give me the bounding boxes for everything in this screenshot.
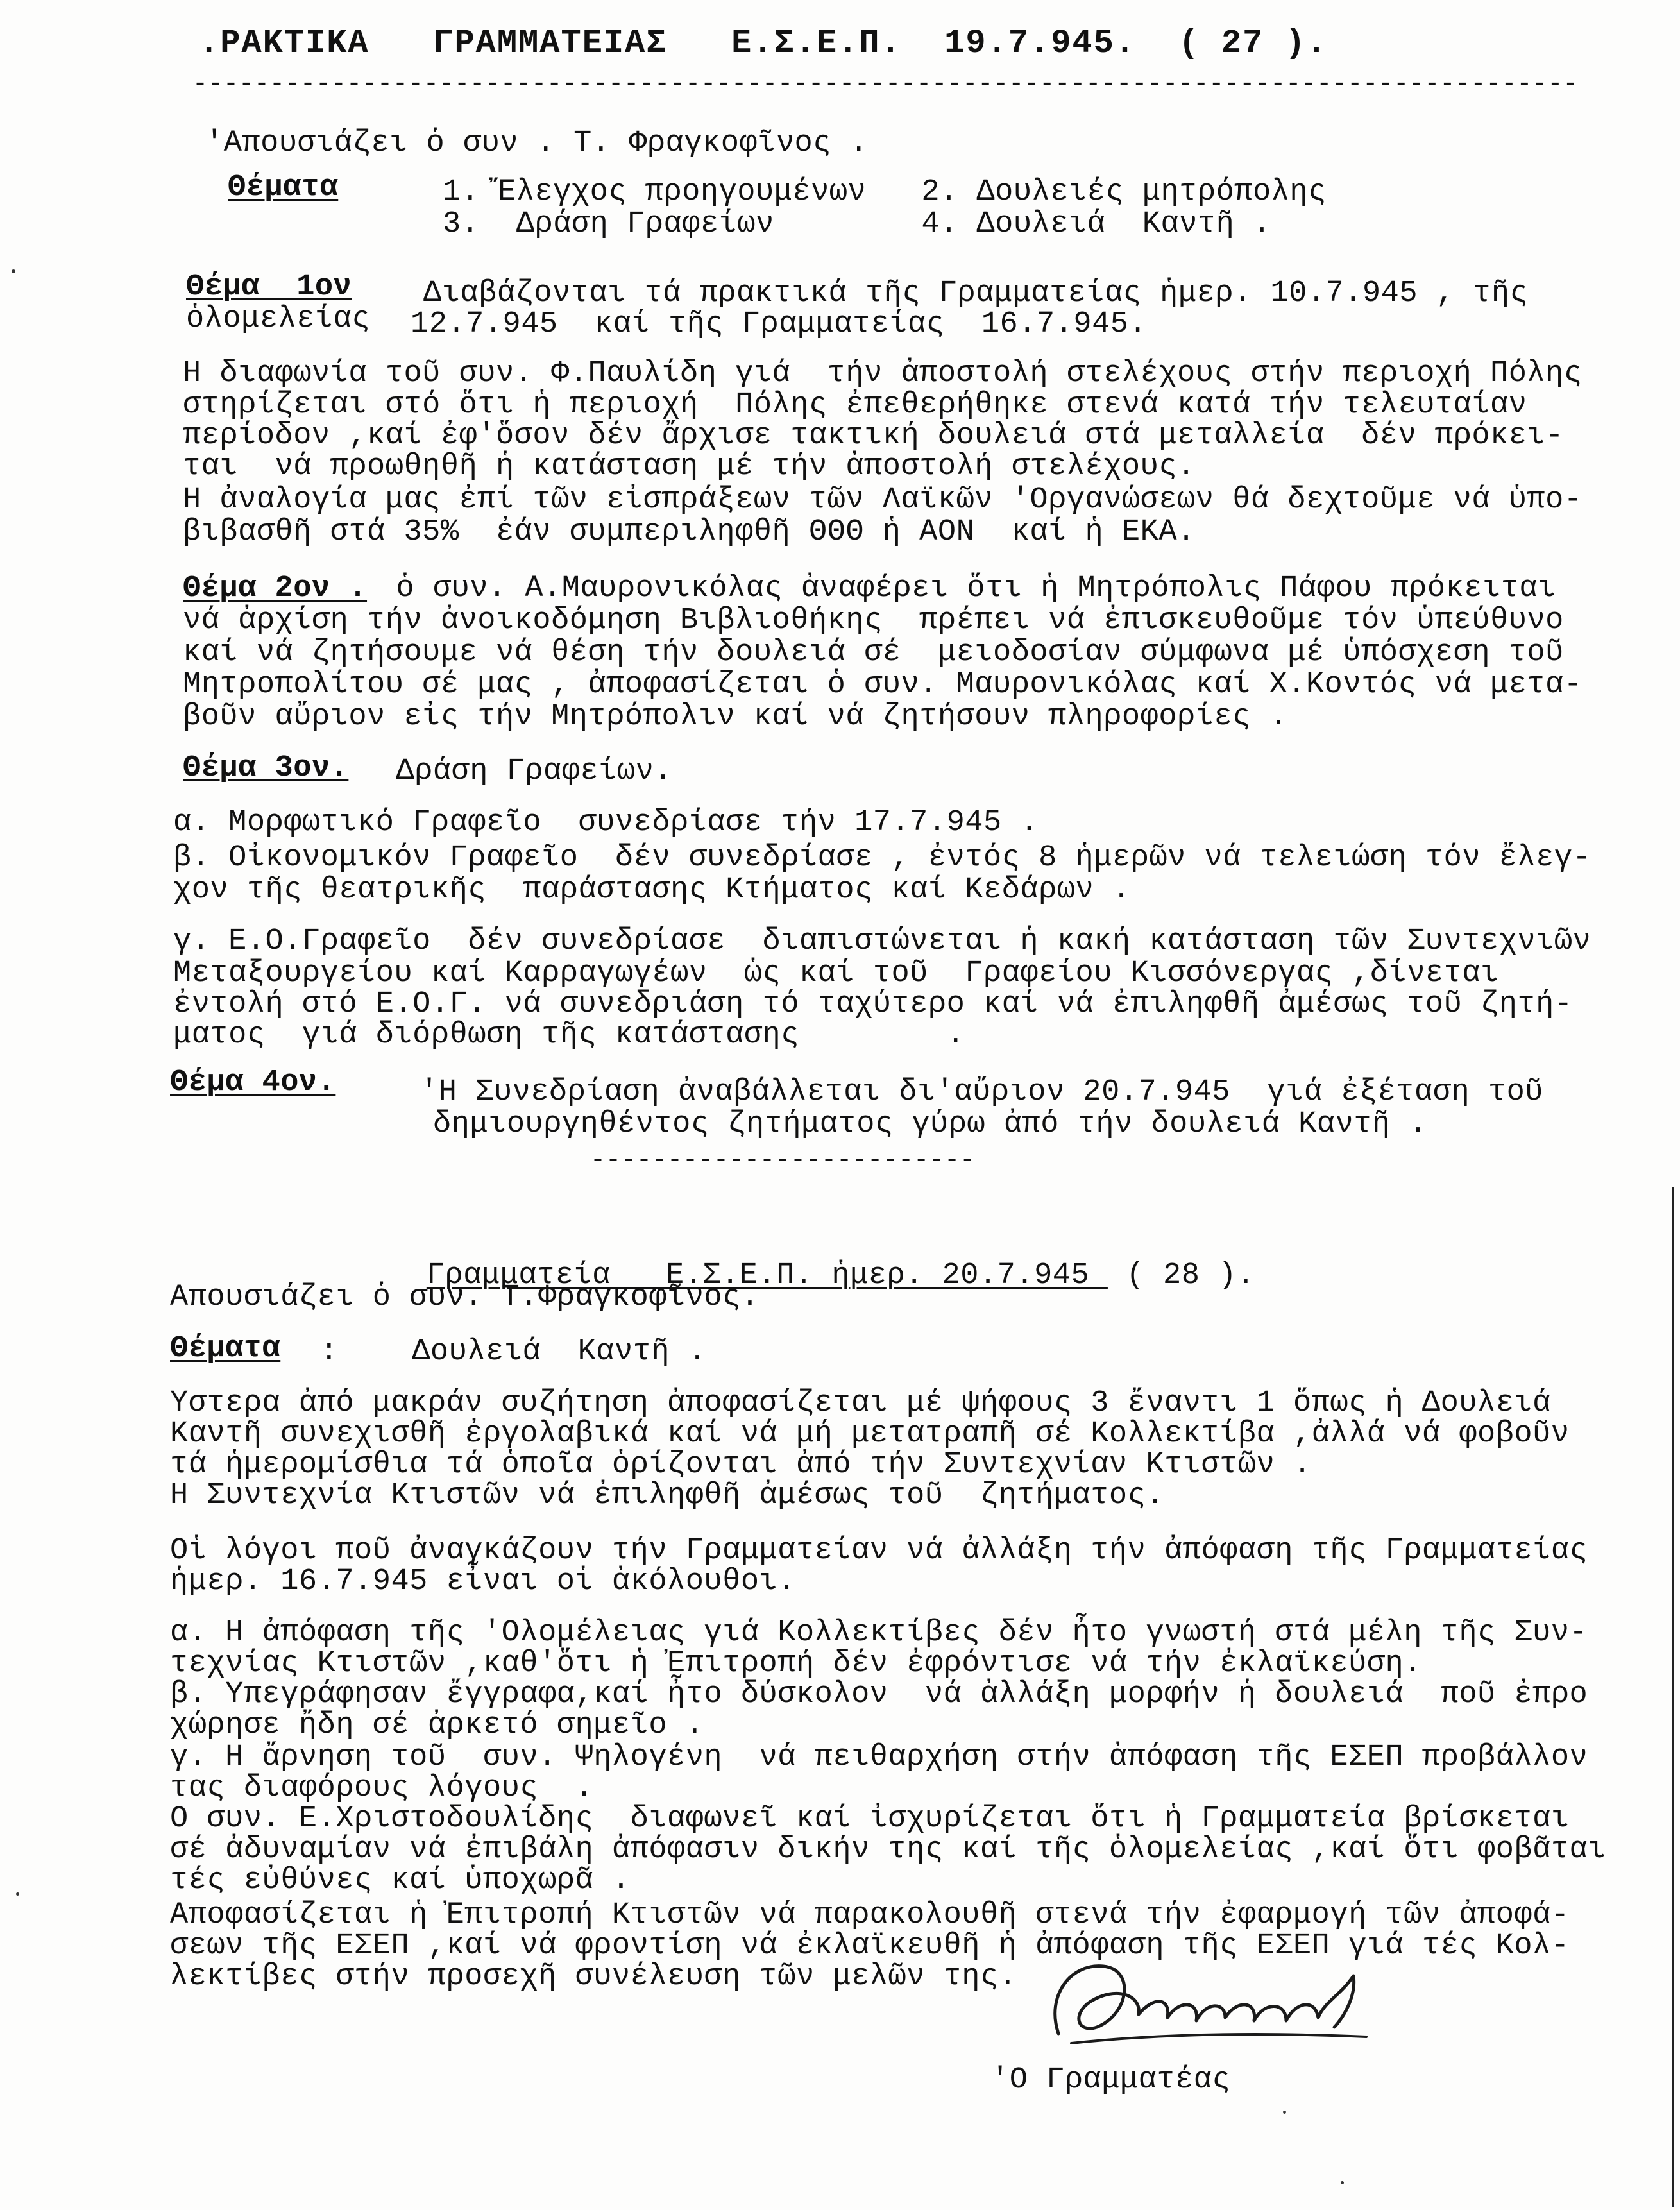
paragraph-line: τας διαφόρους λόγους . xyxy=(170,1771,594,1805)
paragraph-line: γ. Η ἄρνηση τοῦ συν. Ψηλογένη νά πειθαρχήση στήν ἀπόφαση τῆς ΕΣΕΠ προβάλλον xyxy=(170,1740,1588,1774)
title-underline-dashes: ------------------------------------------------------------------------------------------ xyxy=(192,70,1579,99)
paragraph-line: Αποφασίζεται ἡ Ἐπιτροπή Κτιστῶν νά παρακολουθῆ στενά τήν ἐφαρμογή τῶν ἀποφά- xyxy=(170,1898,1570,1932)
paragraph-line: β. Υπεγράφησαν ἔγγραφα,καί ἦτο δύσκολον νά ἀλλάξη μορφήν ἡ δουλειά ποῦ ἐπρο xyxy=(170,1678,1588,1712)
paragraph-line: χον τῆς θεατρικῆς παράστασης Κτήματος καί Κεδάρων . xyxy=(173,873,1131,907)
paragraph-line: Μεταξουργείου καί Καρραγωγέων ὡς καί τοῦ Γραφείου Κισσόνεργας ,δίνεται xyxy=(173,956,1499,990)
paragraph-line: Οἱ λόγοι ποῦ ἀναγκάζουν τήν Γραμματείαν νά ἀλλάξη τήν ἀπόφαση τῆς Γραμματείας xyxy=(170,1534,1588,1568)
paragraph-line: βιβασθῆ στά 35% ἐάν συμπεριληφθῆ ΘΘΘ ἡ ΑΟΝ καί ἡ ΕΚΑ. xyxy=(183,515,1196,549)
paragraph-line: ὁ συν. Α.Μαυρονικόλας ἀναφέρει ὅτι ἡ Μητρόπολις Πάφου πρόκειται xyxy=(359,572,1556,606)
topics-text-28: : Δουλειά Καντῆ . xyxy=(301,1335,707,1369)
absent-note: 'Απουσιάζει ὁ συν . Τ. Φραγκοφῖνος . xyxy=(205,126,869,160)
minutes-27-title: .ΡΑΚΤΙΚΑ ΓΡΑΜΜΑΤΕΙΑΣ Ε.Σ.Ε.Π. 19.7.945. ( 27 ). xyxy=(199,24,1328,62)
theme-1-label-b: ὁλομελείας xyxy=(186,302,371,336)
section-end-dashes: ------------------------- xyxy=(590,1146,976,1175)
paragraph-line: στηρίζεται στό ὅτι ἡ περιοχή Πόλης ἐπεθερήθηκε στενά κατά τήν τελευταίαν xyxy=(183,388,1527,422)
paragraph-line: ματος γιά διόρθωση τῆς κατάστασης . xyxy=(173,1018,965,1052)
theme-1-text: Διαβάζονται τά πρακτικά τῆς Γραμματείας ἡμερ. 10.7.945 , τῆς xyxy=(423,276,1529,310)
paragraph-line: α. Η ἀπόφαση τῆς 'Ολομέλειας γιά Κολλεκτίβες δέν ἦτο γνωστή στά μέλη τῆς Συν- xyxy=(170,1616,1588,1650)
scan-speck xyxy=(16,1892,19,1896)
paragraph-line: Η Συντεχνία Κτιστῶν νά ἐπιληφθῆ ἀμέσως τοῦ ζητήματος. xyxy=(170,1479,1165,1513)
paragraph-line: α. Μορφωτικό Γραφεῖο συνεδρίασε τήν 17.7.945 . xyxy=(173,806,1039,840)
scan-speck xyxy=(1341,2181,1344,2184)
minutes-28-title-number: ( 28 ). xyxy=(1107,1259,1255,1293)
paragraph-line: ται νά προωθηθῆ ἡ κατάσταση μέ τήν ἀποστολή στελέχους. xyxy=(183,450,1196,484)
paragraph-line: ἡμερ. 16.7.945 εἶναι οἱ ἀκόλουθοι. xyxy=(170,1565,796,1599)
scan-edge-line xyxy=(1672,1187,1674,2207)
paragraph-line: β. Οἰκονομικόν Γραφεῖο δέν συνεδρίασε , ἐντός 8 ἡμερῶν νά τελειώση τόν ἔλεγ- xyxy=(173,841,1591,875)
paragraph-line: σεων τῆς ΕΣΕΠ ,καί νά φροντίση νά ἐκλαϊκευθῆ ἡ ἀπόφαση τῆς ΕΣΕΠ γιά τές Κολ- xyxy=(170,1929,1570,1963)
paragraph-line: Υστερα ἀπό μακράν συζήτηση ἀποφασίζεται μέ ψήφους 3 ἔναντι 1 ὅπως ἡ Δουλειά xyxy=(170,1386,1551,1420)
paragraph-line: καί νά ζητήσουμε νά θέση τήν δουλειά σέ μειοδοσίαν σύμφωνα μέ ὑπόσχεση τοῦ xyxy=(183,636,1564,670)
paragraph-line: βοῦν αὔριον εἰς τήν Μητρόπολιν καί νά ζητήσουν πληροφορίες . xyxy=(183,700,1288,734)
minutes-28-title-main: Γραμματεία Ε.Σ.Ε.Π. ἡμερ. 20.7.945 xyxy=(426,1259,1108,1293)
closing-text: δημιουργηθέντος ζητήματος γύρω ἀπό τήν δουλειά Καντῆ . xyxy=(433,1107,1428,1141)
theme-3-text: Δράση Γραφείων. xyxy=(359,754,672,788)
paragraph-line: γ. Ε.Ο.Γραφεῖο δέν συνεδρίασε διαπιστώνεται ἡ κακή κατάσταση τῶν Συντεχνιῶν xyxy=(173,924,1591,958)
paragraph-line: περίοδον ,καί ἐφ'ὅσον δέν ἄρχισε τακτική δουλειά στά μεταλλεία δέν πρόκει- xyxy=(183,419,1564,453)
paragraph-line: ἐντολή στό Ε.Ο.Γ. νά συνεδριάση τό ταχύτερο καί νά ἐπιληφθῆ ἀμέσως τοῦ ζητή- xyxy=(173,987,1573,1021)
paragraph-line: τές εὐθύνες καί ὑποχωρᾶ . xyxy=(170,1864,631,1898)
paragraph-line: Μητροπολίτου σέ μας , ἀποφασίζεται ὁ συν. Μαυρονικόλας καί Χ.Κοντός νά μετα- xyxy=(183,668,1582,702)
paragraph-line: χώρησε ἤδη σέ ἀρκετό σημεῖο . xyxy=(170,1708,704,1742)
topics-row-1: 1. Ἔλεγχος προηγουμένων 2. Δουλειές μητρόπολης xyxy=(443,175,1327,209)
paragraph-line: Η ἀναλογία μας ἐπί τῶν εἰσπράξεων τῶν Λαϊκῶν 'Οργανώσεων θά δεχτοῦμε νά ὑπο- xyxy=(183,483,1582,517)
paragraph-line: λεκτίβες στήν προσεχῆ συνέλευση τῶν μελῶν της. xyxy=(170,1960,1017,1994)
paragraph-line: Η διαφωνία τοῦ συν. Φ.Παυλίδη γιά τήν ἀποστολή στελέχους στήν περιοχή Πόλης xyxy=(183,357,1582,391)
closing-label: Θέμα 4ον. xyxy=(170,1066,336,1100)
theme-2-label: Θέμα 2ον . xyxy=(183,572,368,606)
topics-row-2: 3. Δράση Γραφείων 4. Δουλειά Καντῆ . xyxy=(443,207,1271,241)
closing-text: 'Η Συνεδρίαση ἀναβάλλεται δι'αὔριον 20.7.945 γιά ἐξέταση τοῦ xyxy=(420,1075,1543,1109)
paragraph-line: τά ἡμερομίσθια τά ὁποῖα ὁρίζονται ἀπό τήν Συντεχνίαν Κτιστῶν . xyxy=(170,1448,1312,1482)
absent-note-28: Απουσιάζει ὁ συν. Τ.Φραγκοφῖνος. xyxy=(170,1280,759,1314)
paragraph-line: νά ἀρχίση τήν ἀνοικοδόμηση Βιβλιοθήκης πρέπει νά ἐπισκευθοῦμε τόν ὑπεύθυνο xyxy=(183,604,1564,638)
paragraph-line: Καντῆ συνεχισθῆ ἐργολαβικά καί νά μή μετατραπῆ σέ Κολλεκτίβα ,ἀλλά νά φοβοῦν xyxy=(170,1417,1570,1451)
theme-3-label: Θέμα 3ον. xyxy=(183,751,349,785)
paragraph-line: Ο συν. Ε.Χριστοδουλίδης διαφωνεῖ καί ἰσχυρίζεται ὅτι ἡ Γραμματεία βρίσκεται xyxy=(170,1802,1570,1836)
topics-label-28: Θέματα xyxy=(170,1332,281,1366)
theme-1-label: Θέμα 1ον xyxy=(186,270,352,304)
paragraph-line: σέ ἀδυναμίαν νά ἐπιβάλη ἀπόφασιν δικήν της καί τῆς ὁλομελείας ,καί ὅτι φοβᾶται xyxy=(170,1833,1606,1867)
theme-1-text-b: 12.7.945 καί τῆς Γραμματείας 16.7.945. xyxy=(411,307,1148,341)
scan-speck xyxy=(12,269,15,273)
scan-speck xyxy=(1283,2111,1286,2114)
handwritten-signature xyxy=(1033,1937,1392,2066)
signer-title: 'Ο Γραμματέας xyxy=(991,2063,1231,2097)
topics-label: Θέματα xyxy=(228,171,339,205)
paragraph-line: τεχνίας Κτιστῶν ,καθ'ὅτι ἡ Ἐπιτροπή δέν ἐφρόντισε νά τήν ἐκλαϊκεύση. xyxy=(170,1647,1422,1681)
